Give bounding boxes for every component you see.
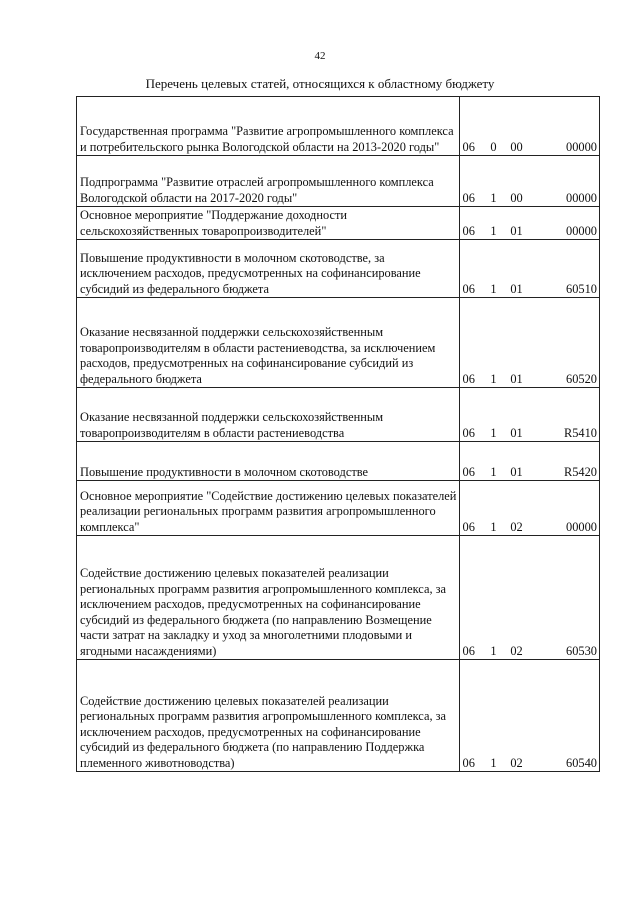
code-event: 02 xyxy=(510,519,523,534)
row-description: Повышение продуктивности в молочном скотоводстве xyxy=(77,442,460,481)
code-program: 06 xyxy=(462,643,475,658)
code-program: 06 xyxy=(462,139,475,154)
target-articles-table xyxy=(76,96,600,772)
code-subprogram: 1 xyxy=(490,643,497,658)
code-event: 02 xyxy=(510,643,523,658)
code-subprogram: 1 xyxy=(490,464,497,479)
code-program: 06 xyxy=(462,519,475,534)
code-direction: 00000 xyxy=(566,139,597,154)
code-program: 06 xyxy=(462,425,475,440)
code-event: 00 xyxy=(510,190,523,205)
code-program: 06 xyxy=(462,464,475,479)
code-subprogram: 0 xyxy=(490,139,497,154)
code-direction: R5420 xyxy=(563,464,597,479)
row-description: Содействие достижению целевых показателей реализации региональных программ развития агропромышленного комплекса, за исключением расходов, предусмотренных на софинансирование субсидий из федерального бюджета (по направлению Поддержка племенного животноводства) xyxy=(77,660,460,772)
row-description: Повышение продуктивности в молочном скотоводстве, за исключением расходов, предусмотренных на софинансирование субсидий из федерального бюджета xyxy=(77,240,460,298)
row-description: Оказание несвязанной поддержки сельскохозяйственным товаропроизводителям в области растениеводства xyxy=(77,388,460,442)
row-description: Содействие достижению целевых показателей реализации региональных программ развития агропромышленного комплекса, за исключением расходов, предусмотренных на софинансирование субсидий из федерального бюджета (по направлению Возмещение части затрат на закладку и уход за многолетними плодовыми и ягодными насаждениями) xyxy=(77,536,460,660)
code-event: 00 xyxy=(510,139,523,154)
code-direction: 60530 xyxy=(566,643,597,658)
row-description: Подпрограмма "Развитие отраслей агропромышленного комплекса Вологодской области на 2017-2020 годы" xyxy=(77,156,460,207)
table-row xyxy=(77,388,600,442)
table-row xyxy=(77,481,600,536)
code-subprogram: 1 xyxy=(490,371,497,386)
code-subprogram: 1 xyxy=(490,755,497,770)
code-event: 01 xyxy=(510,464,523,479)
row-code xyxy=(459,481,599,536)
code-subprogram: 1 xyxy=(490,223,497,238)
table-row xyxy=(77,298,600,388)
table-row xyxy=(77,660,600,772)
row-code xyxy=(459,207,599,240)
table-row xyxy=(77,207,600,240)
row-description: Основное мероприятие "Поддержание доходности сельскохозяйственных товаропроизводителей" xyxy=(77,207,460,240)
row-code xyxy=(459,536,599,660)
code-direction: 00000 xyxy=(566,190,597,205)
row-code xyxy=(459,660,599,772)
row-code xyxy=(459,240,599,298)
code-event: 01 xyxy=(510,223,523,238)
code-direction: 60520 xyxy=(566,371,597,386)
code-direction: 60540 xyxy=(566,755,597,770)
row-code xyxy=(459,97,599,156)
code-event: 01 xyxy=(510,281,523,296)
row-code xyxy=(459,156,599,207)
code-subprogram: 1 xyxy=(490,425,497,440)
code-event: 02 xyxy=(510,755,523,770)
code-program: 06 xyxy=(462,223,475,238)
code-direction: 60510 xyxy=(566,281,597,296)
code-subprogram: 1 xyxy=(490,190,497,205)
code-direction: R5410 xyxy=(563,425,597,440)
table-row xyxy=(77,442,600,481)
table-row xyxy=(77,156,600,207)
code-direction: 00000 xyxy=(566,519,597,534)
code-subprogram: 1 xyxy=(490,281,497,296)
code-program: 06 xyxy=(462,371,475,386)
table-row xyxy=(77,97,600,156)
row-code xyxy=(459,388,599,442)
row-description: Оказание несвязанной поддержки сельскохозяйственным товаропроизводителям в области растениеводства, за исключением расходов, предусмотренных на софинансирование субсидий из федерального бюджета xyxy=(77,298,460,388)
code-program: 06 xyxy=(462,281,475,296)
row-code xyxy=(459,442,599,481)
page-title: Перечень целевых статей, относящихся к областному бюджету xyxy=(145,76,495,91)
code-subprogram: 1 xyxy=(490,519,497,534)
row-code xyxy=(459,298,599,388)
code-event: 01 xyxy=(510,425,523,440)
code-event: 01 xyxy=(510,371,523,386)
row-description: Государственная программа "Развитие агропромышленного комплекса и потребительского рынка Вологодской области на 2013-2020 годы" xyxy=(77,97,460,156)
table-row xyxy=(77,240,600,298)
code-program: 06 xyxy=(462,190,475,205)
row-description: Основное мероприятие "Содействие достижению целевых показателей реализации региональных программ развития агропромышленного комплекса" xyxy=(77,481,460,536)
code-program: 06 xyxy=(462,755,475,770)
table-row xyxy=(77,536,600,660)
page-number: 42 xyxy=(314,50,326,62)
code-direction: 00000 xyxy=(566,223,597,238)
